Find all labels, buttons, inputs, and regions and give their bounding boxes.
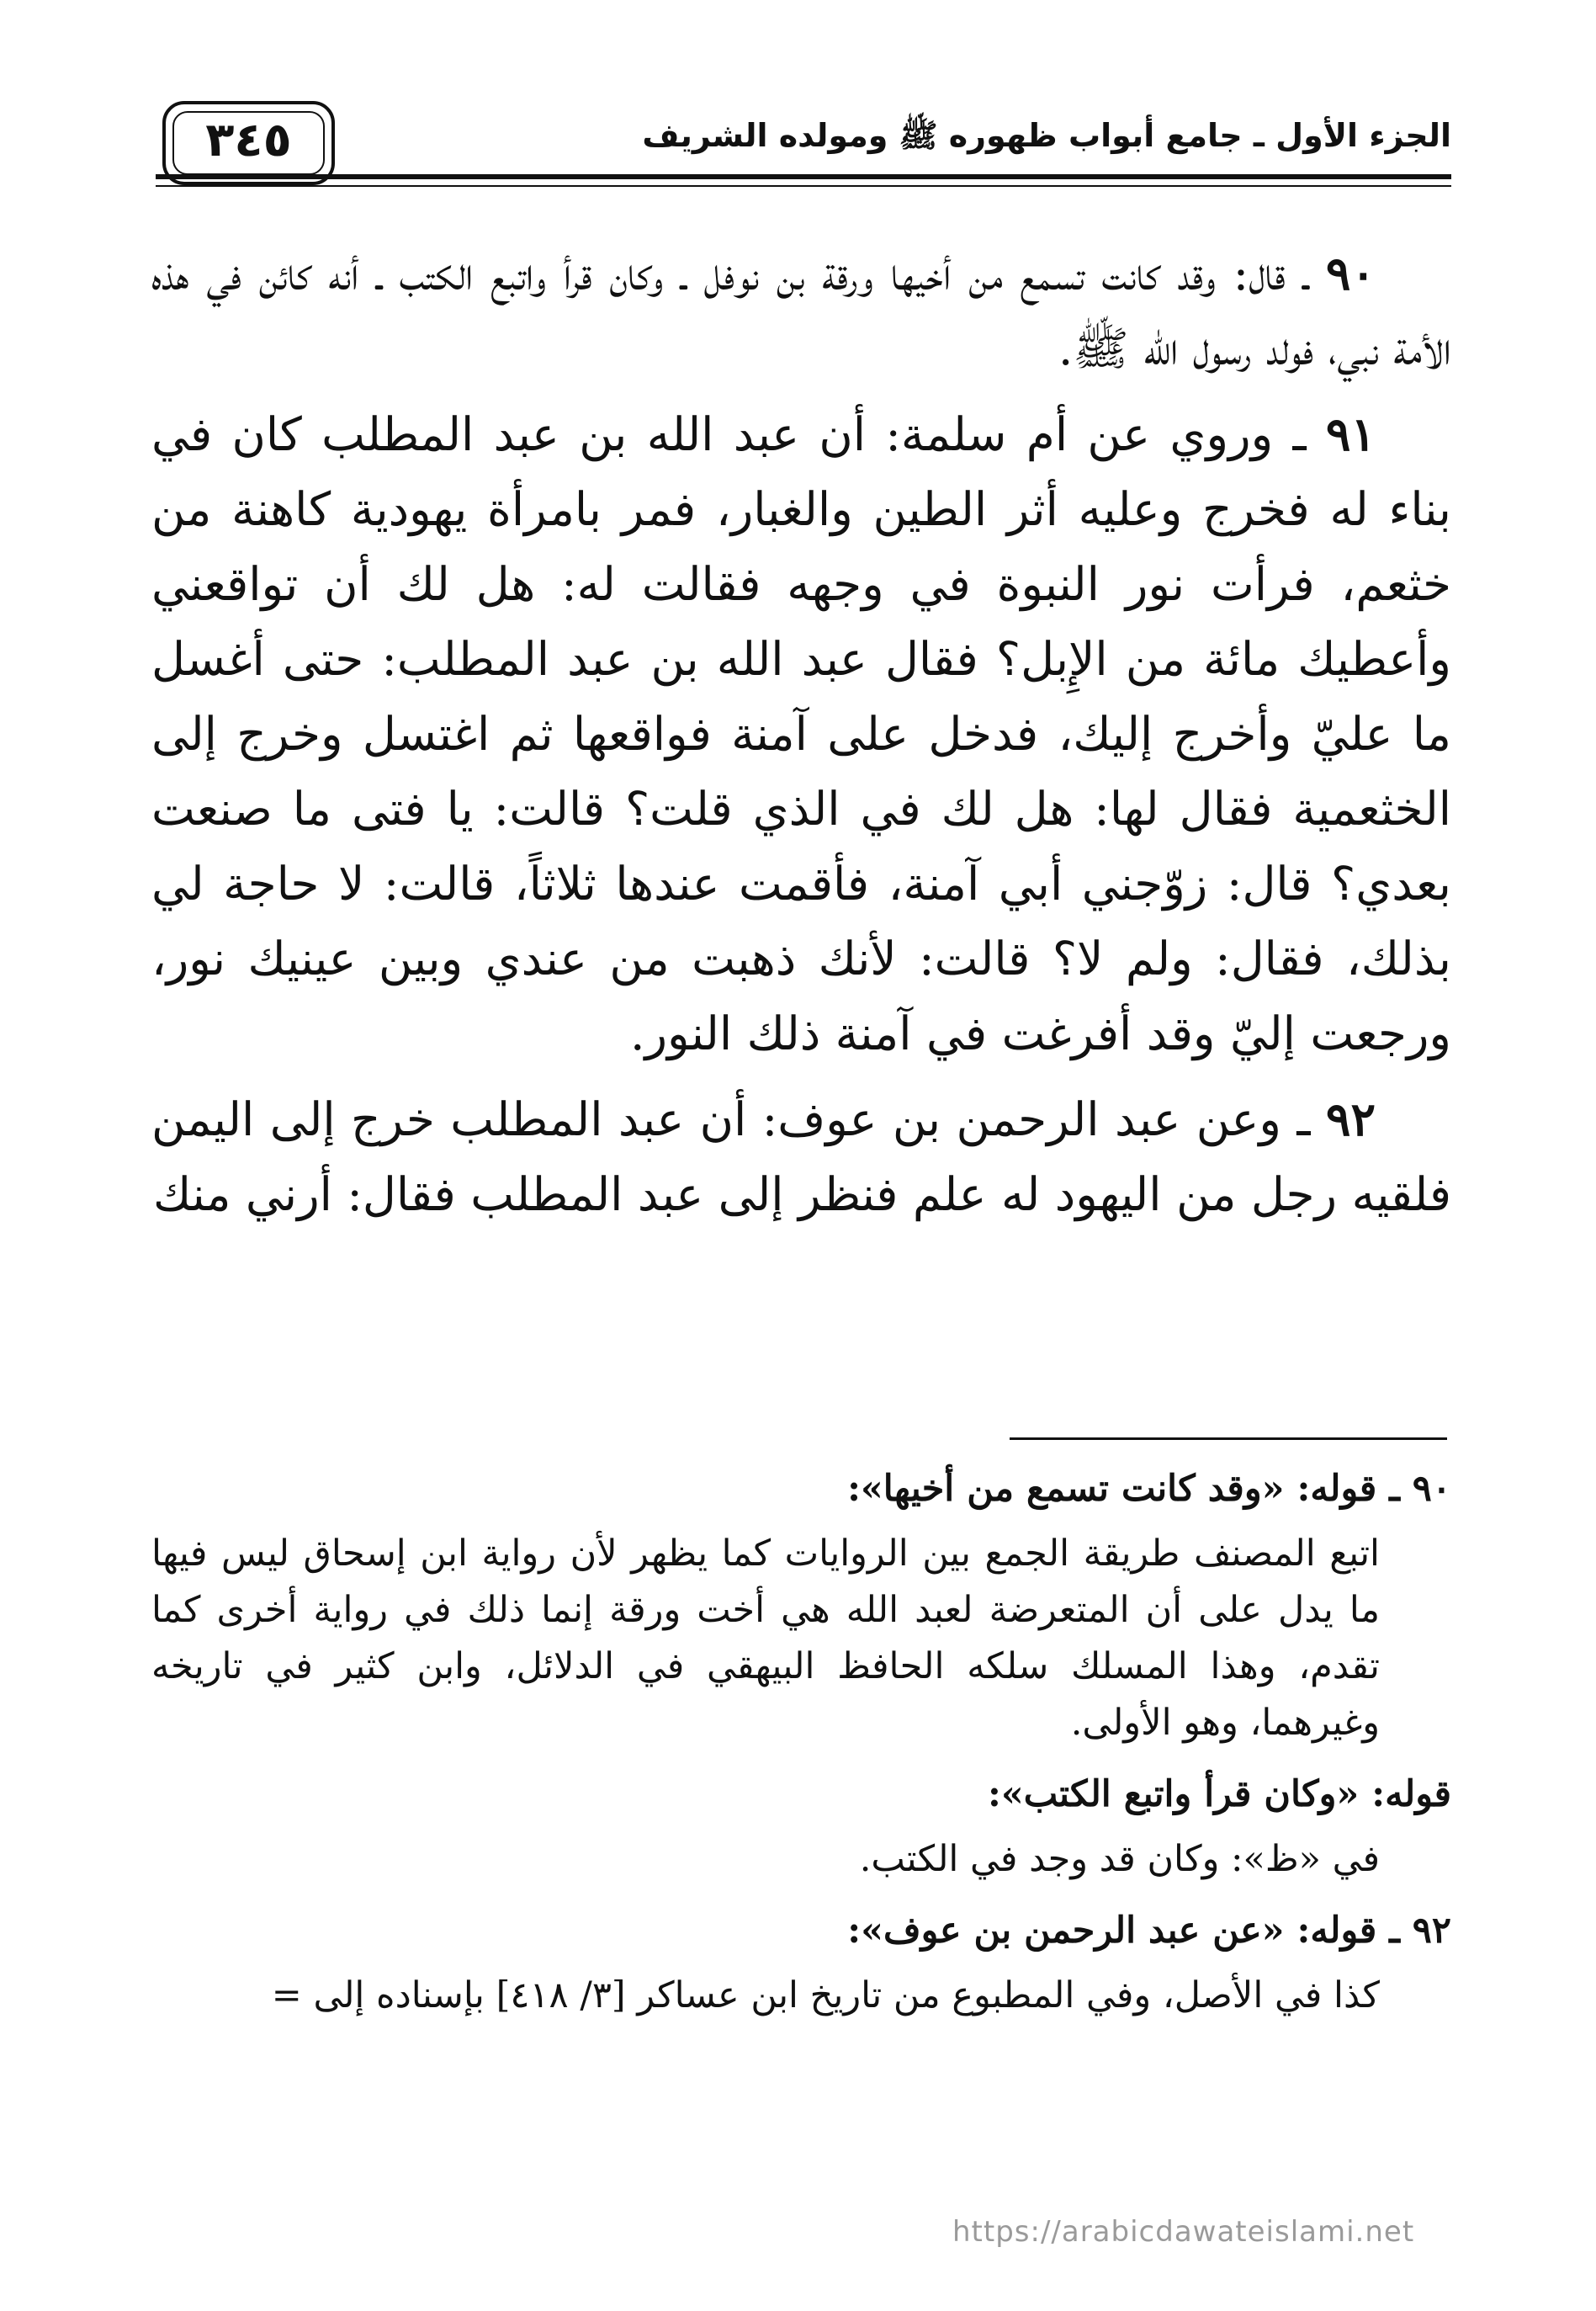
running-title: الجزء الأول ـ جامع أبواب ظهوره ﷺ ومولده الشريف: [642, 117, 1451, 154]
page-number-frame: [162, 101, 335, 185]
paragraph-92: [151, 1081, 1451, 1232]
footnote-text: في «ظ»: وكان قد وجد في الكتب.: [859, 1838, 1380, 1880]
footnote-divider: [1010, 1437, 1447, 1440]
header-rule-thick: [156, 174, 1451, 179]
header-rule-thin: [156, 185, 1451, 187]
paragraph-text: ـ وعن عبد الرحمن بن عوف: أن عبد المطلب خرج إلى اليمن فلقيه رجل من اليهود له علم فنظر إلى عبد المطلب فقال: أرني منك: [151, 1092, 1451, 1221]
main-text: [151, 236, 1451, 1242]
paragraph-number: ٩٢: [1325, 1092, 1376, 1146]
footnote-text: اتبع المصنف طريقة الجمع بين الروايات كما يظهر لأن رواية ابن إسحاق ليس فيها ما يدل على أن المتعرضة لعبد الله هي أخت ورقة إنما ذلك في رواية أخرى كما تقدم، وهذا المسلك سلكه الحافظ البيهقي في الدلائل، وابن كثير في تاريخه وغيرهما، وهو الأولى.: [151, 1533, 1380, 1744]
paragraph-text: ـ وروي عن أم سلمة: أن عبد الله بن عبد المطلب كان في بناء له فخرج وعليه أثر الطين والغبار، فمر بامرأة يهودية كاهنة من خثعم، فرأت نور النبوة في وجهه فقالت له: هل لك أن تواقعني وأعطيك مائة من الإِبل؟ فقال عبد الله بن عبد المطلب: حتى أغسل ما عليّ وأخرج إليك، فدخل على آمنة فواقعها ثم اغتسل وخرج إلى الخثعمية فقال لها: هل لك في الذي قلت؟ قالت: يا فتى ما صنعت بعدي؟ قال: زوّجني أبي آمنة، فأقمت عندها ثلاثاً، قالت: لا حاجة لي بذلك، فقال: ولم لا؟ قالت: لأنك ذهبت من عندي وبين عينيك نور، ورجعت إليّ وقد أفرغت في آمنة ذلك النور.: [151, 407, 1451, 1060]
paragraph-number: ٩١: [1325, 406, 1376, 461]
footnote-heading: ٩٠ ـ قوله: «وقد كانت تسمع من أخيها»:: [847, 1468, 1451, 1510]
paragraph-91: [151, 396, 1451, 1071]
page-number: ٣٤٥: [205, 113, 292, 167]
footnote-heading: قوله: «وكان قرأ واتبع الكتب»:: [988, 1773, 1451, 1815]
footnotes: [151, 1454, 1451, 2039]
paragraph-number: ٩٠: [1325, 246, 1376, 300]
footnote-heading: ٩٢ ـ قوله: «عن عبد الرحمن بن عوف»:: [847, 1910, 1451, 1952]
watermark-url: https://arabicdawateislami.net: [952, 2215, 1415, 2249]
paragraph-90: [151, 236, 1451, 386]
page-header: [156, 101, 1451, 202]
footnote-text: كذا في الأصل، وفي المطبوع من تاريخ ابن عساكر [٣/ ٤١٨] بإسناده إلى =: [271, 1974, 1380, 2016]
paragraph-text: ـ قال: وقد كانت تسمع من أخيها ورقة بن نوفل ـ وكان قرأ واتبع الكتب ـ أنه كائن في هذه الأمة نبي، فولد رسول الله ﷺ.: [151, 247, 1451, 375]
